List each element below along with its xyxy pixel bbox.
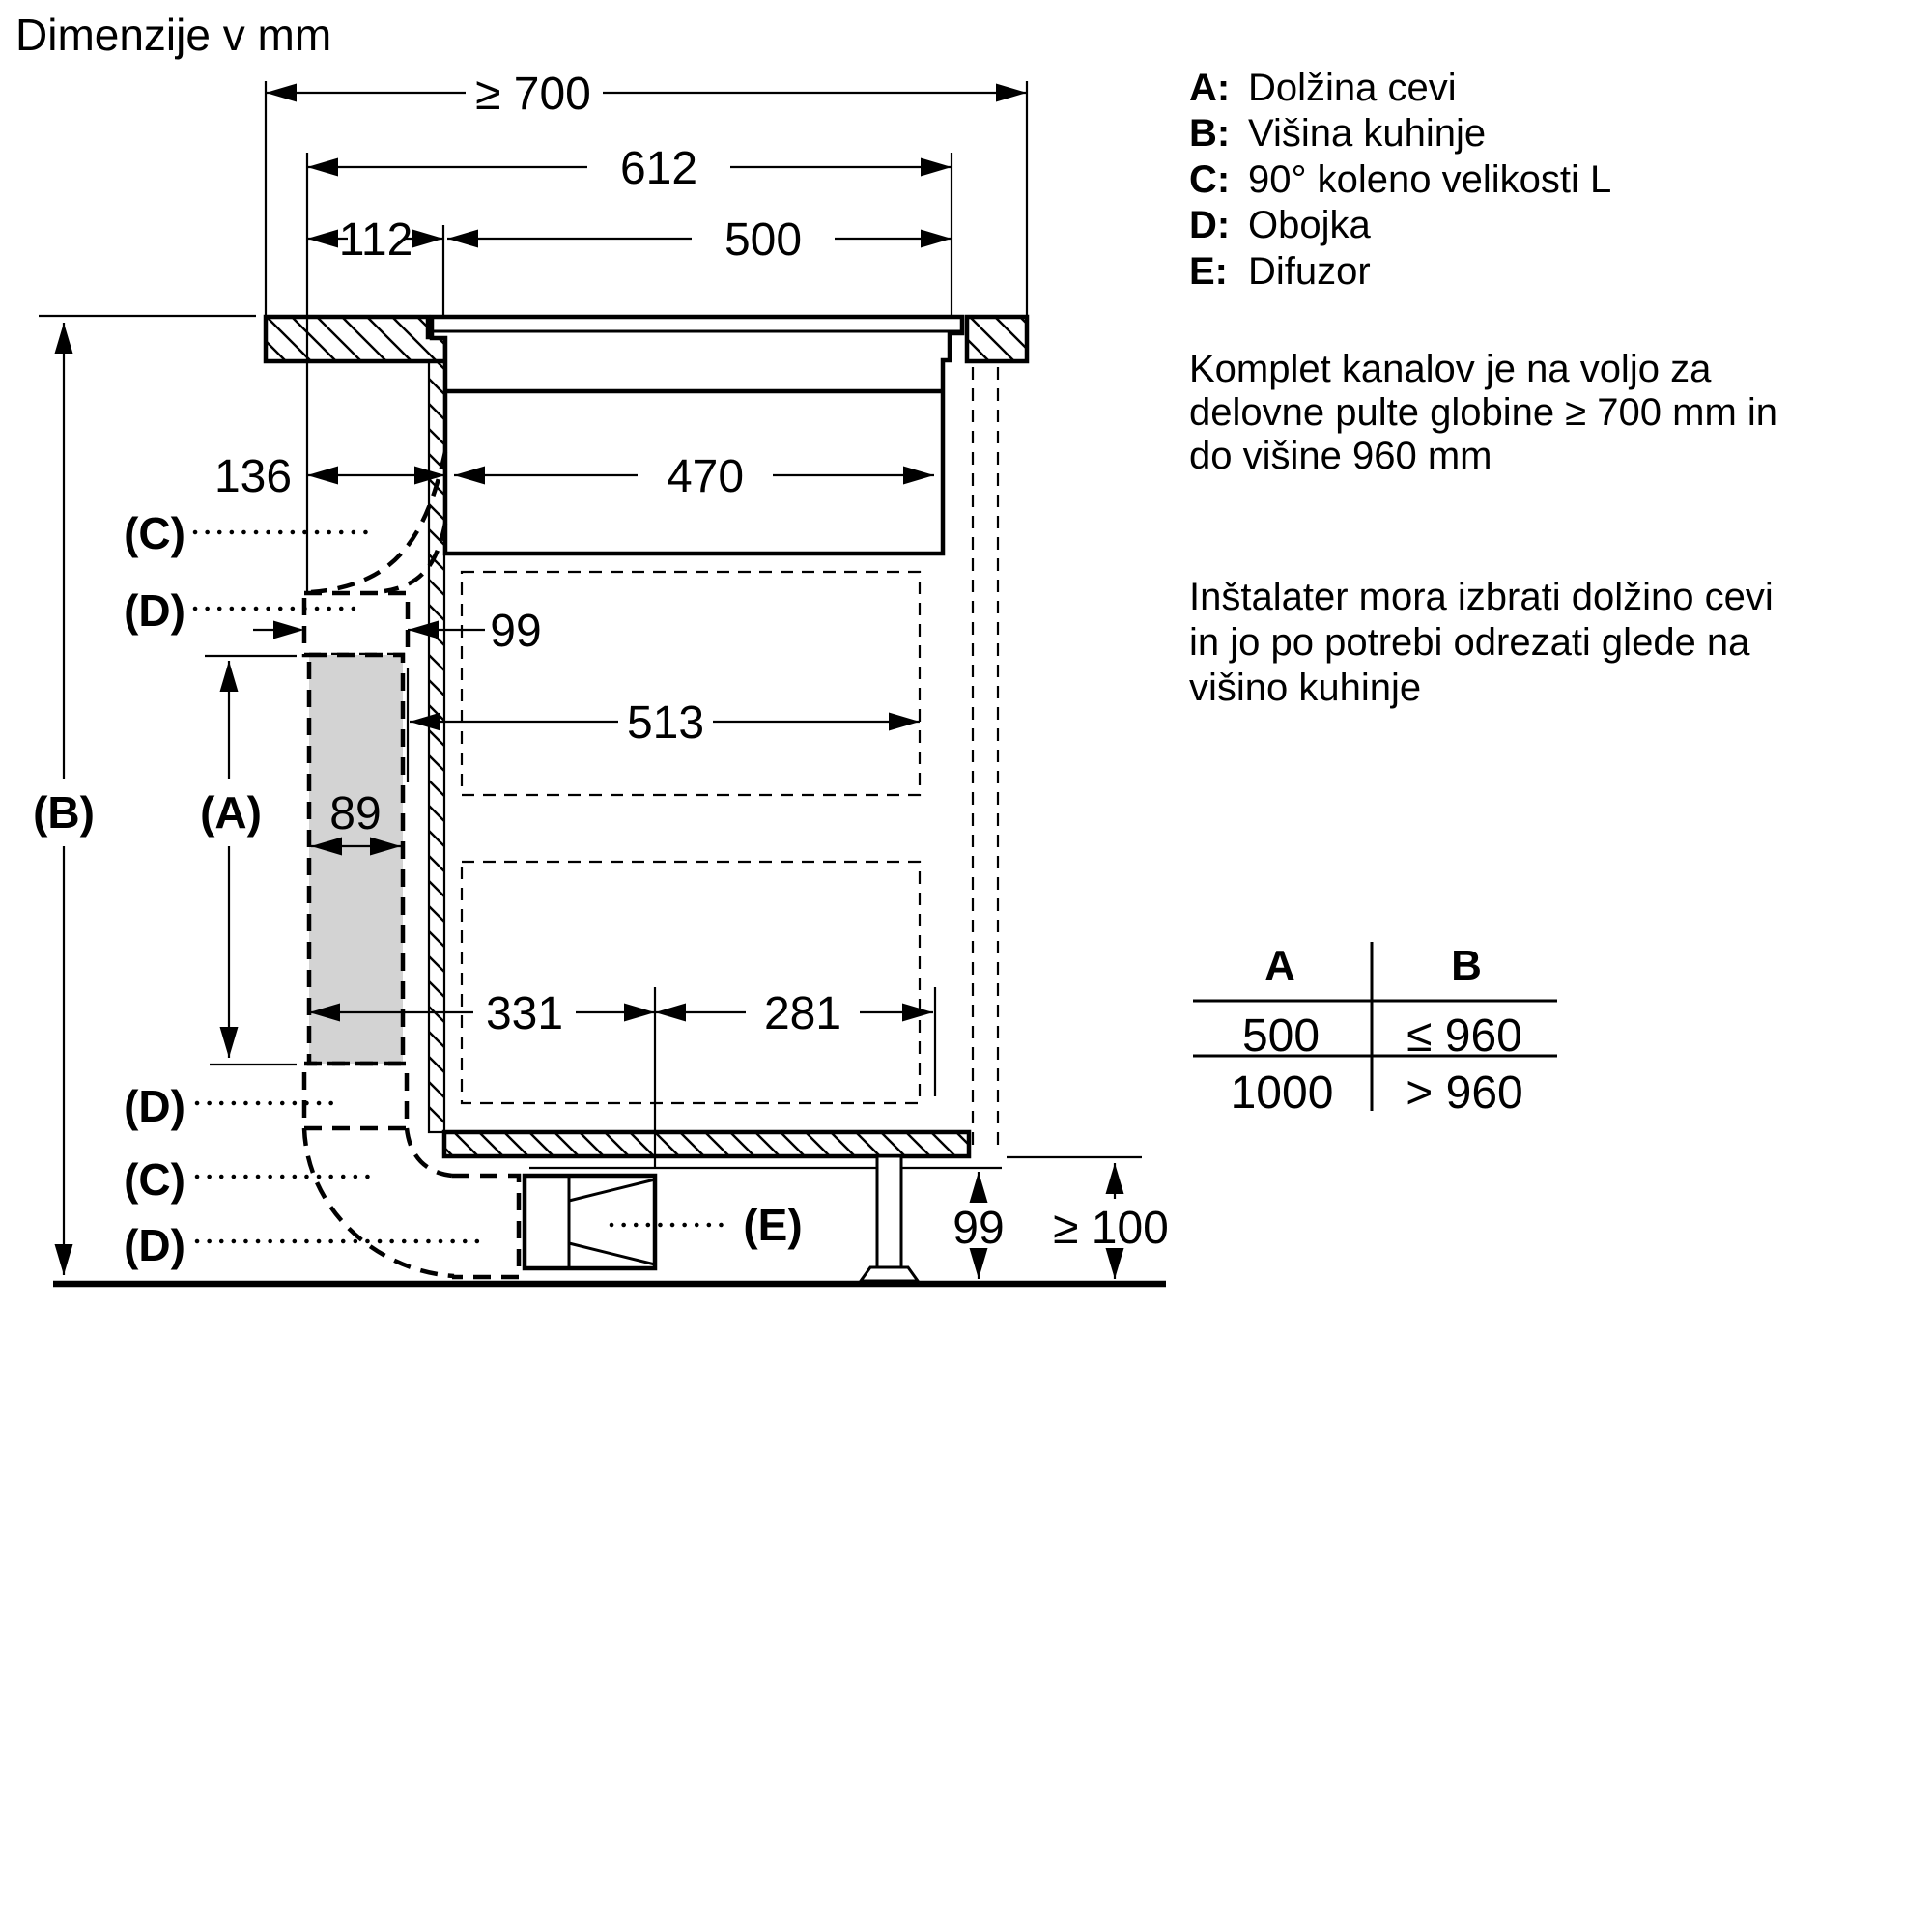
note1-line3: do višine 960 mm	[1189, 435, 1492, 477]
svg-text:A:Dolžina cevi	[1189, 67, 1457, 109]
legend-label-A: Dolžina cevi	[1248, 67, 1457, 109]
worktop-right-section	[967, 317, 1027, 361]
dim-duct-width-value: 89	[329, 788, 382, 839]
dim-bottom-right-span-value: 281	[763, 988, 842, 1039]
legend-label-E: Difuzor	[1248, 250, 1371, 293]
legend-key-E: E:	[1189, 250, 1228, 293]
collar-plinth	[452, 1176, 519, 1277]
callout-E: (E)	[743, 1200, 803, 1250]
page-title: Dimenzije v mm	[15, 10, 332, 60]
dim-worktop-depth-value: ≥ 700	[475, 69, 591, 120]
dim-worktop-depth	[266, 69, 1027, 120]
callout-A: (A)	[200, 787, 262, 838]
dim-rear-offset-value: 112	[338, 214, 413, 266]
pipe-length-table	[1193, 942, 1557, 1119]
collar-top	[304, 593, 408, 655]
dim-cabinet-inner-width-value: 513	[626, 697, 705, 749]
dim-collar-width-value: 99	[490, 606, 542, 657]
table-cell-r2c1: 1000	[1230, 1067, 1334, 1119]
dim-bottom-left-span-value: 331	[485, 988, 564, 1039]
dim-cabinet-inner-width	[410, 697, 920, 749]
callout-C-bottom: (C)	[124, 1154, 185, 1205]
callout-D-top: (D)	[124, 585, 185, 636]
dim-floor-clearance-value: ≥ 100	[1053, 1203, 1169, 1254]
worktop-left-section	[266, 317, 445, 361]
dim-cutout-width	[447, 214, 952, 266]
legend-label-D: Obojka	[1248, 204, 1371, 246]
dim-kitchen-height-B	[33, 323, 95, 1275]
legend-key-B: B:	[1189, 112, 1231, 155]
legend	[1189, 67, 1611, 293]
dim-pipe-length-A	[200, 661, 262, 1058]
collar-bottom	[304, 1064, 407, 1128]
svg-text:D:Obojka	[1189, 204, 1371, 246]
svg-text:C:90° koleno velikosti L	[1189, 158, 1611, 201]
extension-lines	[39, 81, 1142, 1169]
table-cell-r1c2: ≤ 960	[1406, 1010, 1522, 1062]
callout-C-top: (C)	[124, 508, 185, 558]
elbow-bottom-outer	[304, 1128, 454, 1276]
dim-plinth-duct-height-value: 99	[952, 1203, 1005, 1254]
dim-hob-total	[307, 143, 952, 194]
diffuser	[525, 1176, 655, 1268]
legend-key-C: C:	[1189, 158, 1231, 201]
dim-collar-width	[253, 606, 542, 657]
callout-B: (B)	[33, 787, 95, 838]
note1-line1: Komplet kanalov je na voljo za	[1189, 348, 1712, 390]
hob-unit	[432, 317, 962, 554]
cabinet-bottom-shelf	[444, 1132, 969, 1156]
note1-line2: delovne pulte globine ≥ 700 mm in	[1189, 391, 1778, 434]
dim-rear-offset	[307, 214, 443, 266]
legend-label-C: 90° koleno velikosti L	[1248, 158, 1612, 201]
dim-floor-clearance	[1053, 1163, 1169, 1279]
cabinet-leg	[861, 1156, 918, 1281]
table-header-B: B	[1451, 942, 1482, 989]
svg-text:B:Višina kuhinje	[1189, 112, 1486, 155]
table-cell-r2c2: > 960	[1406, 1067, 1523, 1119]
dim-bottom-right-span	[655, 988, 933, 1039]
dim-rear-gap-value: 136	[213, 451, 293, 502]
svg-text:E:Difuzor	[1189, 250, 1371, 293]
table-header-A: A	[1264, 942, 1295, 989]
dim-plinth-duct-height	[952, 1172, 1004, 1279]
legend-label-B: Višina kuhinje	[1248, 112, 1487, 155]
dim-plenum-width-value: 470	[666, 451, 745, 502]
note2-line3: višino kuhinje	[1189, 667, 1422, 709]
duct-tube	[309, 655, 403, 1064]
table-cell-r1c1: 500	[1241, 1010, 1321, 1062]
note2-line2: in jo po potrebi odrezati glede na	[1189, 621, 1750, 664]
legend-key-A: A:	[1189, 67, 1231, 109]
note-installer	[1189, 576, 1774, 709]
dim-hob-total-value: 612	[619, 143, 698, 194]
callout-D-mid: (D)	[124, 1081, 185, 1131]
callout-D-bottom: (D)	[124, 1220, 185, 1270]
note2-line1: Inštalater mora izbrati dolžino cevi	[1189, 576, 1774, 618]
dim-cutout-width-value: 500	[724, 214, 803, 266]
dim-rear-gap	[214, 451, 445, 502]
legend-key-D: D:	[1189, 204, 1231, 246]
note-duct-kit	[1189, 348, 1777, 477]
